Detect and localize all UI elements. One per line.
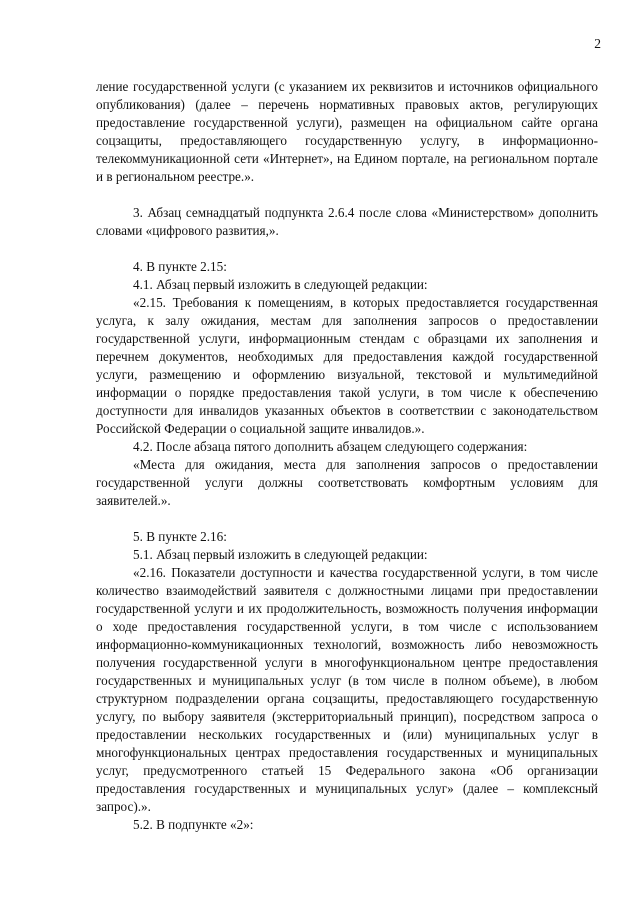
paragraph-gap <box>96 240 598 258</box>
paragraph-item-3: 3. Абзац семнадцатый подпункта 2.6.4 после слова «Министерством» дополнить словами «цифрового развития,». <box>96 205 598 238</box>
paragraph-quote-2-16: «2.16. Показатели доступности и качества государственной услуги, в том числе количество взаимодействий заявителя с должностными лицами при предоставлении государственной услуги и их продолжительность, возможность получения информации о ходе предоставления государственной услуги, в том числе с использованием информационно-коммуникационных технологий, возможность либо невозможность получения государственной услуги в многофункциональном центре предоставления государственных и муниципальных услуг (в том числе в полном объеме), в любом структурном подразделении органа соцзащиты, предоставляющего государственную услугу, по выбору заявителя (экстерриториальный принцип), посредством запроса о предоставлении нескольких государственных и (или) муниципальных услуг в многофункциональных центрах предоставления государственных и муниципальных услуг, предусмотренного статьей 15 Федерального закона «Об организации предоставления государственных и муниципальных услуг» (далее – комплексный запрос).». <box>96 565 598 814</box>
paragraph-item-4-2: 4.2. После абзаца пятого дополнить абзацем следующего содержания: <box>133 439 528 454</box>
paragraph-item-5: 5. В пункте 2.16: <box>133 529 227 544</box>
paragraph-quote-waiting-places: «Места для ожидания, места для заполнения запросов о предоставлении государственной услуги должны соответствовать комфортным условиям для заявителей.». <box>96 457 598 508</box>
paragraph-gap <box>96 186 598 204</box>
paragraph-continuation: ление государственной услуги (с указанием их реквизитов и источников официального опубликования) (далее – перечень нормативных правовых актов, регулирующих предоставление государственной услуги), размещен на официальном сайте органа соцзащиты, предоставляющего государственную услугу, в информационно-телекоммуникационной сети «Интернет», на Едином портале, на региональном портале и в региональном реестре.». <box>96 79 598 184</box>
paragraph-item-4: 4. В пункте 2.15: <box>133 259 227 274</box>
page-number: 2 <box>594 36 601 51</box>
paragraph-gap <box>96 510 598 528</box>
paragraph-quote-2-15: «2.15. Требования к помещениям, в которых предоставляется государственная услуга, к залу ожидания, местам для заполнения запросов о предоставлении государственной услуги, информационным стендам с образцами их заполнения и перечнем документов, необходимых для предоставления каждой государственной услуги, размещению и оформлению визуальной, текстовой и мультимедийной информации о порядке предоставления такой услуги, в том числе к обеспечению доступности для инвалидов указанных объектов в соответствии с законодательством Российской Федерации о социальной защите инвалидов.». <box>96 295 598 436</box>
paragraph-item-5-2: 5.2. В подпункте «2»: <box>133 817 254 832</box>
paragraph-item-4-1: 4.1. Абзац первый изложить в следующей редакции: <box>133 277 428 292</box>
paragraph-item-5-1: 5.1. Абзац первый изложить в следующей редакции: <box>133 547 428 562</box>
document-body <box>96 78 598 834</box>
